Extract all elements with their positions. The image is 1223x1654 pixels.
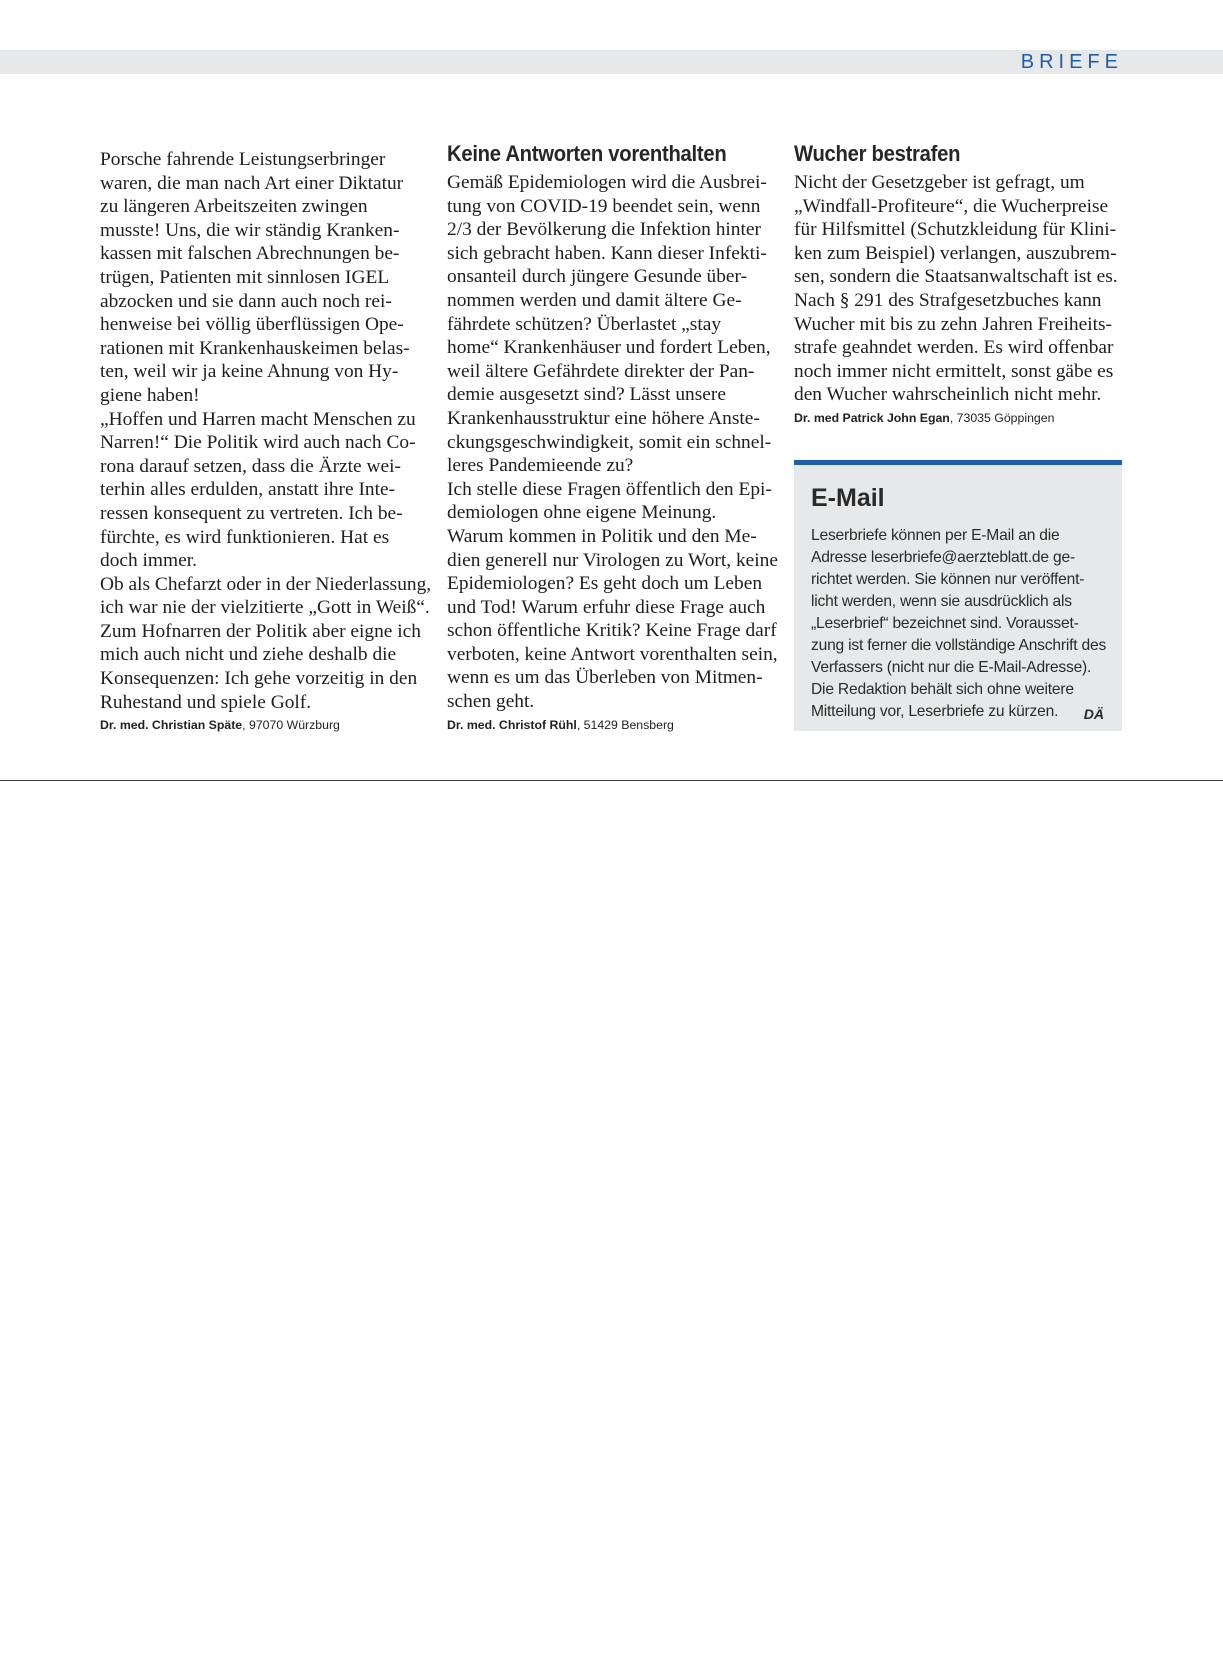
- text-line: demiologen ohne eigene Meinung.: [447, 502, 717, 524]
- text-line: den Wucher wahrscheinlich nicht mehr.: [794, 384, 1102, 406]
- text-line: musste! Uns, die wir ständig Kranken-: [100, 219, 400, 241]
- text-line: abzocken und sie dann auch noch rei-: [100, 290, 392, 312]
- letter-signature: [447, 716, 782, 734]
- text-line: Nach § 291 des Strafgesetzbuches kann: [794, 289, 1102, 311]
- text-line: zung ist ferner die vollständige Anschrift des: [811, 637, 1107, 654]
- text-line: Ich stelle diese Fragen öffentlich den Epi-: [447, 478, 772, 500]
- text-line: demie ausgesetzt sind? Lässt unsere: [447, 384, 726, 406]
- text-line: zu längeren Arbeitszeiten zwingen: [100, 196, 368, 218]
- text-line: 2/3 der Bevölkerung die Infektion hinter: [447, 219, 761, 241]
- text-line: Leserbriefe können per E-Mail an die: [811, 527, 1060, 544]
- text-line: und Tod! Warum erfuhr diese Frage auch: [447, 596, 766, 618]
- text-line: onsanteil durch jüngere Gesunde über-: [447, 266, 748, 288]
- text-line: ken zum Beispiel) verlangen, auszubrem-: [794, 242, 1117, 264]
- signature-place: , 73035 Göppingen: [949, 410, 1055, 425]
- text-line: sen, sondern die Staatsanwaltschaft ist es.: [794, 266, 1118, 288]
- signature-place: , 97070 Würzburg: [242, 718, 340, 733]
- text-line: „Windfall-Profiteure“, die Wucherpreise: [794, 195, 1109, 217]
- editorial-tag: DÄ: [1083, 706, 1104, 722]
- text-line: leres Pandemieende zu?: [447, 455, 634, 477]
- section-label: BRIEFE: [1020, 51, 1123, 73]
- text-line: Narren!“ Die Politik wird auch nach Co-: [100, 432, 416, 454]
- text-line: rona darauf setzen, dass die Ärzte wei-: [100, 455, 401, 477]
- text-line: für Hilfsmittel (Schutzkleidung für Klini-: [794, 219, 1117, 241]
- text-line: Gemäß Epidemiologen wird die Ausbrei-: [447, 172, 767, 193]
- text-line: doch immer.: [100, 550, 197, 572]
- text-line: Zum Hofnarren der Politik aber eigne ich: [100, 620, 421, 642]
- letter-heading: Keine Antworten vorenthalten: [447, 141, 727, 166]
- email-info-box: [794, 460, 1122, 731]
- text-line: rationen mit Krankenhauskeimen belas-: [100, 337, 410, 359]
- text-line: Warum kommen in Politik und den Me-: [447, 525, 757, 547]
- text-line: „Leserbrief“ bezeichnet sind. Vorausset-: [811, 615, 1079, 632]
- text-line: schen geht.: [447, 691, 535, 713]
- text-line: ressen konsequent zu vertreten. Ich be-: [100, 502, 403, 524]
- text-line: henweise bei völlig überflüssigen Ope-: [100, 314, 404, 336]
- text-line: trügen, Patienten mit sinnlosen IGEL: [100, 266, 390, 288]
- text-line: Nicht der Gesetzgeber ist gefragt, um: [794, 172, 1085, 193]
- letter-body: [794, 171, 1124, 407]
- text-line: tung von COVID-19 beendet sein, wenn: [447, 195, 761, 217]
- text-line: weil ältere Gefährdete direkter der Pan-: [447, 360, 755, 382]
- text-line: waren, die man nach Art einer Diktatur: [100, 172, 404, 194]
- letter-signature: [794, 409, 1124, 427]
- letter-body: [447, 171, 782, 714]
- letter-body: [100, 148, 435, 714]
- text-line: mich auch nicht und ziehe deshalb die: [100, 644, 397, 666]
- text-line: Wucher mit bis zu zehn Jahren Freiheits-: [794, 313, 1112, 335]
- text-line: strafe geahndet werden. Es wird offenbar: [794, 337, 1114, 359]
- text-line: Epidemiologen? Es geht doch um Leben: [447, 573, 763, 595]
- text-line: nommen werden und damit ältere Ge-: [447, 289, 742, 311]
- text-line: terhin alles erdulden, anstatt ihre Inte-: [100, 479, 396, 501]
- text-line: ich war nie der vielzitierte „Gott in Weiß“.: [100, 597, 430, 619]
- text-line: richtet werden. Sie können nur veröffent-: [811, 571, 1085, 588]
- text-line: schon öffentliche Kritik? Keine Frage darf: [447, 620, 777, 642]
- text-line: Konsequenzen: Ich gehe vorzeitig in den: [100, 668, 418, 690]
- text-line: fürchte, es wird funktionieren. Hat es: [100, 526, 390, 548]
- letter-heading: Wucher bestrafen: [794, 141, 961, 166]
- signature-place: , 51429 Bensberg: [576, 717, 674, 732]
- text-line: kassen mit falschen Abrechnungen be-: [100, 243, 400, 265]
- text-line: giene haben!: [100, 384, 200, 406]
- signature-name: Dr. med. Christian Späte: [100, 718, 243, 733]
- text-line: wenn es um das Überleben von Mitmen-: [447, 667, 763, 689]
- text-line: noch immer nicht ermittelt, sonst gäbe es: [794, 360, 1114, 382]
- text-line: ckungsgeschwindigkeit, somit ein schnel-: [447, 431, 772, 453]
- text-line: Verfassers (nicht nur die E-Mail-Adresse).: [811, 659, 1092, 676]
- signature-name: Dr. med Patrick John Egan: [794, 410, 950, 425]
- text-line: ten, weil wir ja keine Ahnung von Hy-: [100, 361, 399, 383]
- letter-column-1: [100, 148, 435, 734]
- text-line: licht werden, wenn sie ausdrücklich als: [811, 593, 1072, 610]
- letter-column-3: [794, 139, 1124, 427]
- letter-signature: [100, 716, 435, 734]
- email-box-body: [811, 525, 1122, 723]
- text-line: dien generell nur Virologen zu Wort, keine: [447, 549, 778, 571]
- text-line: home“ Krankenhäuser und fordert Leben,: [447, 337, 771, 359]
- bottom-divider: [0, 780, 1223, 781]
- text-line: Ruhestand und spiele Golf.: [100, 691, 312, 713]
- text-line: Ob als Chefarzt oder in der Niederlassung,: [100, 573, 432, 595]
- text-line: Porsche fahrende Leistungserbringer: [100, 149, 386, 170]
- text-line: „Hoffen und Harren macht Menschen zu: [100, 408, 416, 430]
- text-line: Die Redaktion behält sich ohne weitere: [811, 681, 1074, 698]
- text-line: Adresse leserbriefe@aerzteblatt.de ge-: [811, 549, 1075, 566]
- text-line: sich gebracht haben. Kann dieser Infekti-: [447, 242, 767, 264]
- text-line: Mitteilung vor, Leserbriefe zu kürzen.: [811, 703, 1059, 720]
- text-line: fährdete schützen? Überlastet „stay: [447, 313, 722, 335]
- email-box-title: E-Mail: [811, 484, 885, 512]
- letter-column-2: [447, 139, 782, 734]
- text-line: Krankenhausstruktur eine höhere Anste-: [447, 407, 760, 429]
- signature-name: Dr. med. Christof Rühl: [447, 717, 577, 732]
- text-line: verboten, keine Antwort vorenthalten sein,: [447, 643, 778, 665]
